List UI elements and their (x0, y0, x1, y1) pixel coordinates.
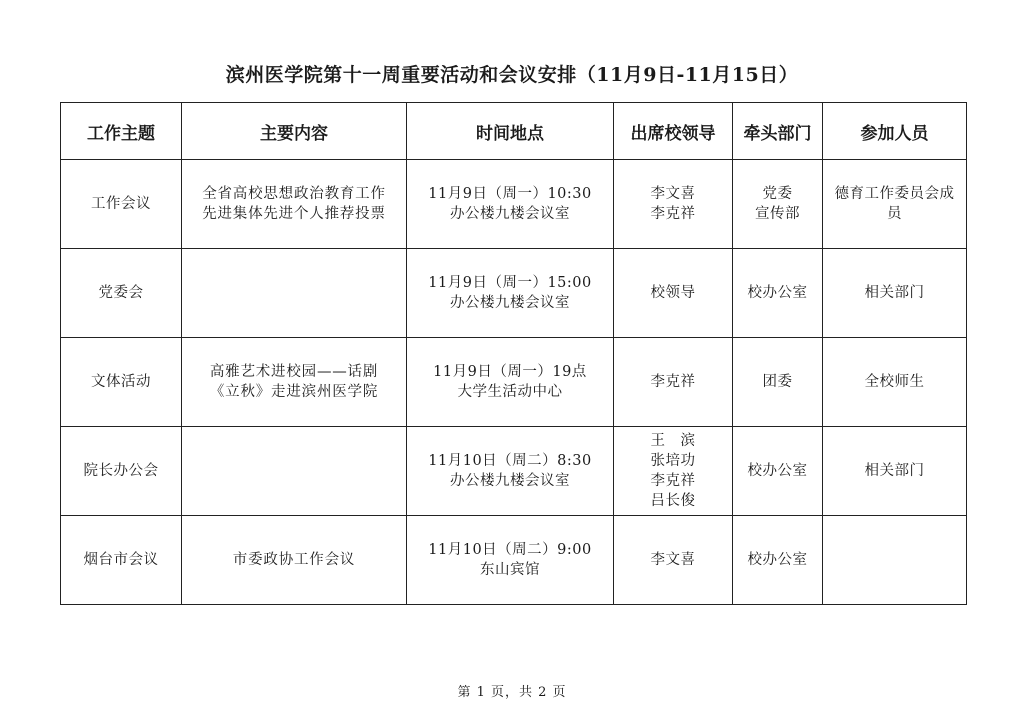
time-place-line: 11月10日（周二）9:00 (428, 542, 592, 558)
content-cell (182, 427, 407, 516)
leader-name: 王 滨 (650, 433, 696, 449)
table-row (61, 338, 967, 427)
theme-cell (61, 160, 182, 249)
time-place-line: 办公楼九楼会议室 (450, 473, 570, 489)
department-cell (733, 249, 823, 338)
page-footer: 第 1 页，共 2 页 (457, 685, 567, 700)
header-time-place: 时间地点 (407, 103, 614, 160)
content-line: 先进集体先进个人推荐投票 (202, 206, 386, 222)
leader-name: 李克祥 (650, 374, 696, 390)
department-line: 校办公室 (747, 552, 808, 568)
time-place-cell (407, 160, 614, 249)
participants-cell (823, 160, 967, 249)
leader-name: 李克祥 (650, 473, 696, 489)
leaders-cell (614, 160, 733, 249)
content-line: 全省高校思想政治教育工作 (202, 186, 386, 202)
participants-line: 员 (887, 206, 902, 222)
content-cell (182, 338, 407, 427)
header-content: 主要内容 (182, 103, 407, 160)
schedule-body (61, 160, 967, 605)
time-place-line: 办公楼九楼会议室 (450, 295, 570, 311)
participants-cell (823, 516, 967, 605)
participants-line: 相关部门 (864, 285, 925, 301)
header-participants: 参加人员 (823, 103, 967, 160)
header-leaders: 出席校领导 (614, 103, 733, 160)
participants-line: 全校师生 (864, 374, 925, 390)
department-cell (733, 427, 823, 516)
theme-text: 烟台市会议 (83, 552, 159, 568)
time-place-line: 11月10日（周二）8:30 (428, 453, 592, 469)
leaders-cell (614, 338, 733, 427)
time-place-line: 东山宾馆 (480, 562, 540, 578)
header-row (61, 103, 967, 160)
content-line: 《立秋》走进滨州医学院 (209, 384, 379, 400)
table-row (61, 160, 967, 249)
time-place-line: 11月9日（周一）15:00 (428, 275, 592, 291)
time-place-line: 11月9日（周一）10:30 (428, 186, 592, 202)
time-place-cell (407, 516, 614, 605)
theme-cell (61, 516, 182, 605)
time-place-cell (407, 338, 614, 427)
header-department: 牵头部门 (733, 103, 823, 160)
time-place-line: 办公楼九楼会议室 (450, 206, 570, 222)
participants-line: 相关部门 (864, 463, 925, 479)
table-row (61, 516, 967, 605)
content-line: 市委政协工作会议 (232, 552, 356, 568)
leaders-cell (614, 516, 733, 605)
leader-name: 李文喜 (650, 552, 696, 568)
content-cell (182, 249, 407, 338)
table-row (61, 427, 967, 516)
content-cell (182, 160, 407, 249)
time-place-line: 大学生活动中心 (457, 384, 563, 400)
participants-cell (823, 338, 967, 427)
department-cell (733, 160, 823, 249)
department-line: 校办公室 (747, 463, 808, 479)
department-line: 团委 (762, 374, 793, 390)
theme-cell (61, 338, 182, 427)
department-line: 党委 (762, 186, 793, 202)
theme-text: 党委会 (98, 285, 144, 301)
content-line: 高雅艺术进校园——话剧 (209, 364, 379, 380)
document-title: 滨州医学院第十一周重要活动和会议安排（11月9日-11月15日） (225, 64, 799, 86)
department-line: 校办公室 (747, 285, 808, 301)
table-row (61, 249, 967, 338)
time-place-cell (407, 249, 614, 338)
department-cell (733, 516, 823, 605)
leaders-cell (614, 427, 733, 516)
leaders-cell (614, 249, 733, 338)
leader-name: 张培功 (650, 453, 696, 469)
leader-name: 李克祥 (650, 206, 696, 222)
theme-cell (61, 249, 182, 338)
time-place-cell (407, 427, 614, 516)
participants-cell (823, 249, 967, 338)
theme-text: 院长办公会 (83, 463, 159, 479)
theme-text: 工作会议 (91, 196, 151, 212)
participants-line: 德育工作委员会成 (834, 186, 955, 202)
leader-name: 李文喜 (650, 186, 696, 202)
leader-name: 吕长俊 (650, 493, 696, 509)
content-cell (182, 516, 407, 605)
department-cell (733, 338, 823, 427)
theme-cell (61, 427, 182, 516)
theme-text: 文体活动 (91, 374, 151, 390)
header-theme: 工作主题 (61, 103, 182, 160)
department-line: 宣传部 (755, 206, 800, 222)
leader-name: 校领导 (650, 285, 696, 301)
schedule-table (60, 102, 967, 605)
participants-cell (823, 427, 967, 516)
time-place-line: 11月9日（周一）19点 (433, 364, 587, 380)
